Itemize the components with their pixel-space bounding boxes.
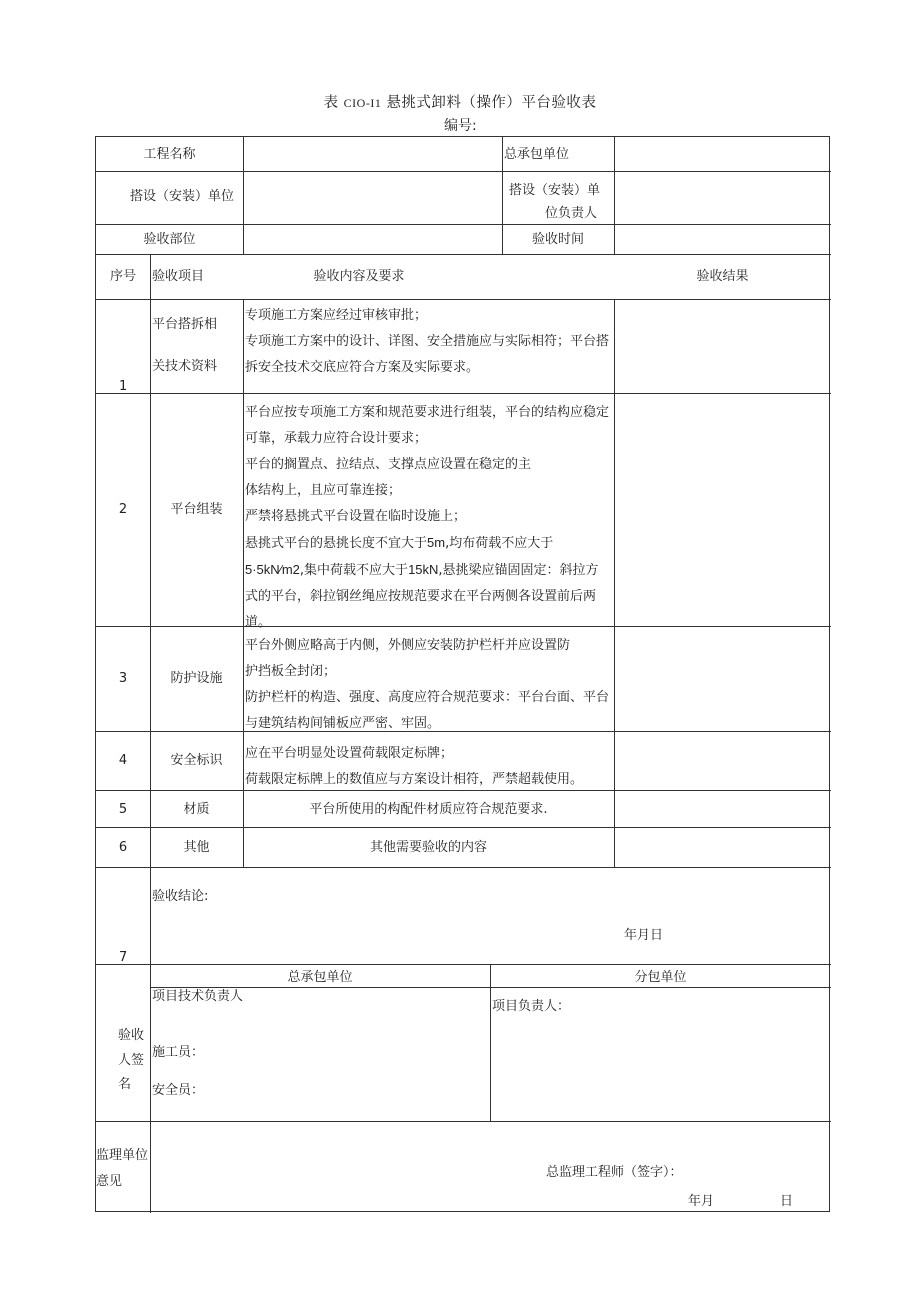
row-content: 平台应按专项施工方案和规范要求进行组装，平台的结构应稳定 可靠，承载力应符合设计要求； 平台的搁置点、拉结点、支撑点应设置在稳定的主 体结构上，且应可靠连接； 严禁将悬挑式平台设置在临时设施上； 悬挑式平台的悬挑长度不宜大于5m,均布荷载不应大于 5·5kN∕m2,集中荷载不应大于15kN,悬挑梁应锚固固定：斜拉方 式的平台，斜拉钢丝绳应按规范要求在平台两侧各设置前后两 道。 <box>245 405 610 630</box>
conclusion-date: 年月日 <box>624 928 664 943</box>
supervision-label-line1: 监理单位 <box>96 1148 149 1163</box>
subcontractor-column: 分包单位 <box>634 970 687 985</box>
conclusion-no: 7 <box>119 950 128 965</box>
row-no: 4 <box>118 753 128 768</box>
row-content: 专项施工方案应经过审核审批； 专项施工方案中的设计、详图、安全措施应与实际相符；平台搭 拆安全技术交底应符合方案及实际要求。 <box>245 308 610 375</box>
acceptance-part-label: 验收部位 <box>143 232 196 247</box>
row-content: 其他需要验收的内容 <box>369 840 487 855</box>
acceptance-table <box>95 136 830 1212</box>
supervision-date-d: 日 <box>780 1194 794 1209</box>
column-header-content: 验收内容及要求 <box>313 269 405 284</box>
project-name-label: 工程名称 <box>143 147 196 162</box>
row-item: 防护设施 <box>170 671 223 686</box>
row-item: 材质 <box>183 802 210 817</box>
signature-label-line2: 人签 <box>118 1053 145 1068</box>
conclusion-label: 验收结论: <box>152 889 209 904</box>
serial-number-label: 编号: <box>444 118 477 134</box>
signature-label-line1: 验收 <box>118 1028 145 1043</box>
title-prefix: 表 <box>323 95 339 111</box>
row-item: 其他 <box>183 840 210 855</box>
project-head-signature: 项目负责人： <box>492 999 571 1014</box>
safety-officer-signature: 安全员： <box>152 1083 205 1098</box>
general-contractor-label: 总承包单位 <box>504 147 570 162</box>
row-content: 应在平台明显处设置荷载限定标牌； 荷载限定标牌上的数值应与方案设计相符，严禁超载使用。 <box>245 746 584 787</box>
acceptance-time-label: 验收时间 <box>531 232 584 247</box>
row-content: 平台所使用的构配件材质应符合规范要求. <box>309 802 548 817</box>
column-header-no: 序号 <box>109 269 136 284</box>
row-no: 1 <box>119 379 128 394</box>
row-no: 5 <box>118 802 128 817</box>
erector-unit-label: 搭设（安装）单位 <box>130 189 235 204</box>
form-title <box>0 91 920 112</box>
tech-head-signature: 项目技术负责人 <box>152 989 244 1004</box>
signature-label-line3: 名 <box>118 1077 132 1092</box>
row-item: 平台组装 <box>170 502 223 517</box>
erector-head-label-line2: 位负责人 <box>545 206 598 221</box>
row-item-line2: 关技术资料 <box>152 359 218 374</box>
row-item: 安全标识 <box>170 753 223 768</box>
general-contractor-column: 总承包单位 <box>287 970 353 985</box>
form-name: 悬挑式卸料（操作）平台验收表 <box>386 95 597 111</box>
chief-engineer-signature: 总监理工程师（签字）： <box>546 1165 683 1180</box>
row-no: 2 <box>118 502 128 517</box>
row-item-line1: 平台搭拆相 <box>152 317 218 332</box>
row-no: 6 <box>118 840 128 855</box>
column-header-result: 验收结果 <box>696 269 749 284</box>
column-header-item: 验收项目 <box>152 269 205 284</box>
constructor-signature: 施工员： <box>152 1045 205 1060</box>
row-no: 3 <box>118 671 128 686</box>
supervision-label-line2: 意见 <box>96 1174 123 1189</box>
erector-head-label-line1: 搭设（安装）单 <box>509 183 601 198</box>
supervision-date-ym: 年月 <box>688 1194 715 1209</box>
form-code: CIO-I1 <box>343 96 382 110</box>
row-content: 平台外侧应略高于内侧，外侧应安装防护栏杆并应设置防 护挡板全封闭； 防护栏杆的构造、强度、高度应符合规范要求：平台台面、平台 与建筑结构间铺板应严密、牢固。 <box>245 638 610 731</box>
